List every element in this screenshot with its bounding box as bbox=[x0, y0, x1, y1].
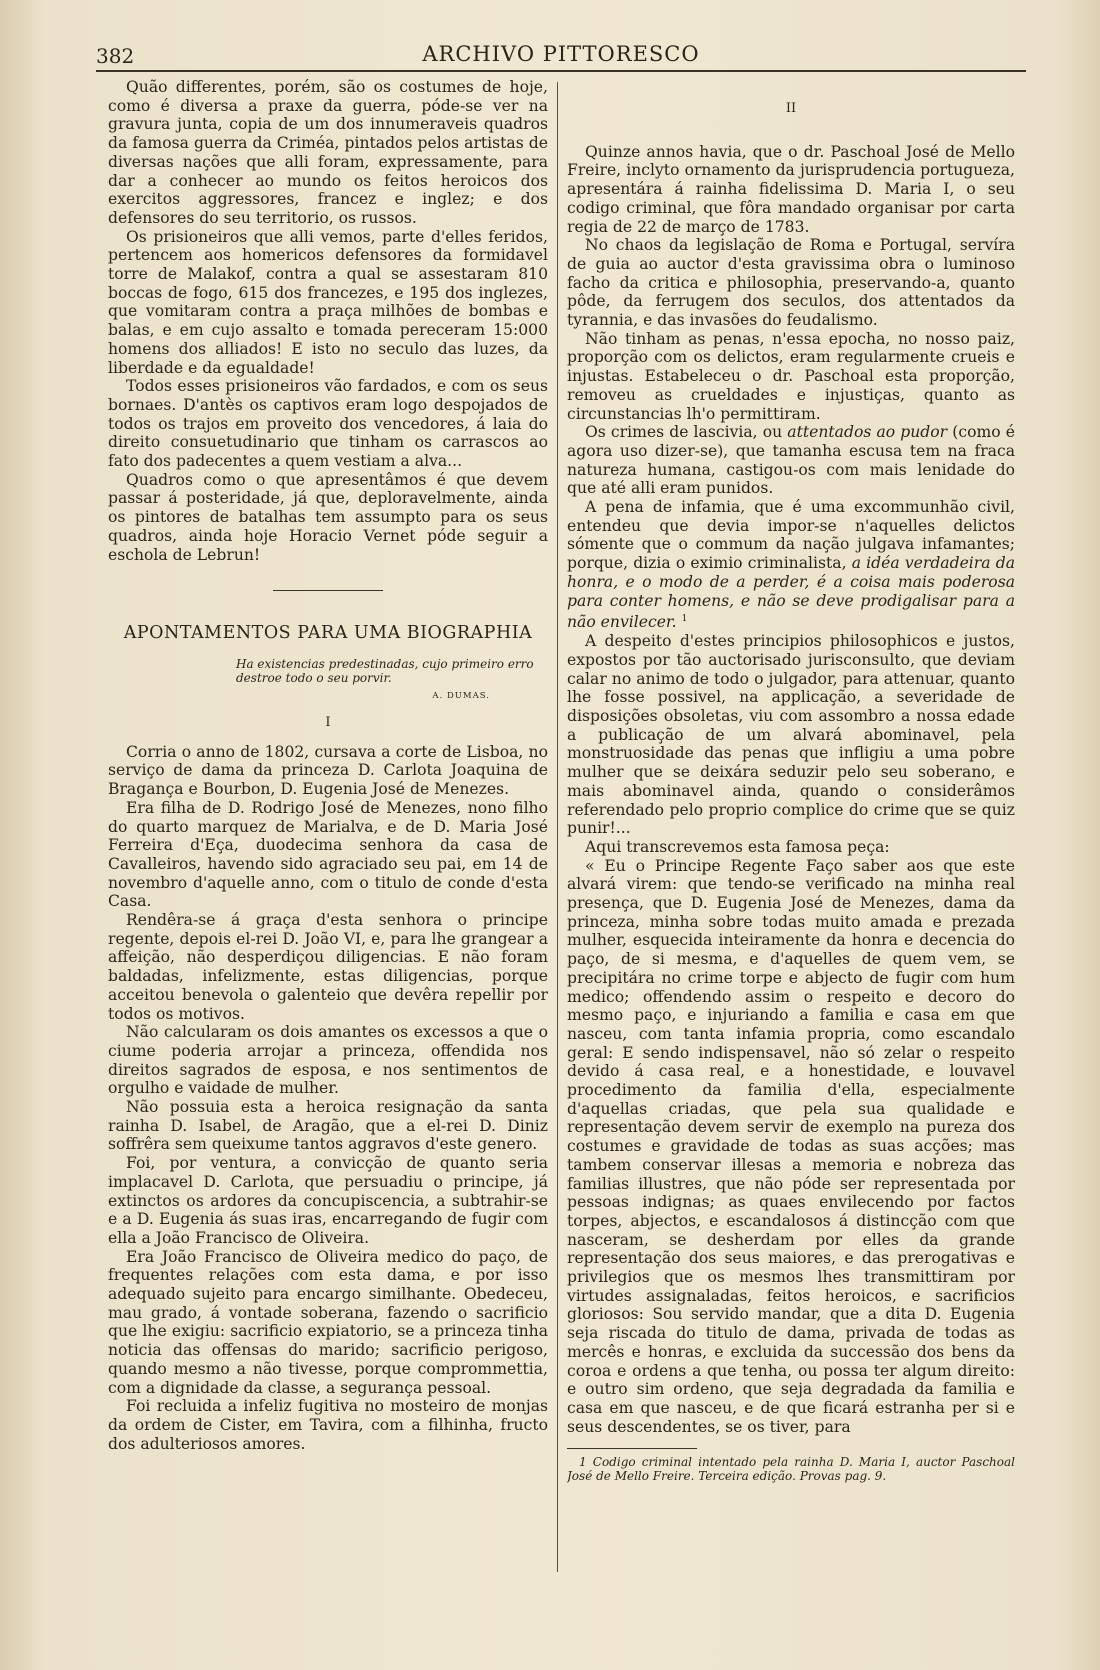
paragraph: Quadros como o que apresentâmos é que devem passar á posteridade, já que, deploravelmente, ainda os pintores de batalhas tem assumpto para os seus quadros, ainda hoje Horacio Vernet póde seguir a eschola de Lebrun! bbox=[108, 470, 548, 564]
text-run: A pena de infamia, que é uma excommunhão civil, entendeu que devia impor-se n'aquelles delictos sómente que o commum da nação julgava infamantes; porque, dizia o eximio criminalista, bbox=[567, 498, 1015, 573]
paragraph: A despeito d'estes principios philosophicos e justos, expostos por tão auctorisado jurisconsulto, que deviam calar no animo de todo o julgador, para attenuar, quanto lhe fosse possivel, na applicação, a severidade de disposições obsoletas, viu com assombro a nossa edade a publicação de um alvará abominavel, pela monstruosidade das penas que infligiu a uma pobre mulher que se deixára seduzir pelo seu soberano, e mais abominavel ainda, quando o considerâmos referendado pelo proprio complice do crime que se quiz punir!... bbox=[567, 632, 1015, 838]
paragraph: Quinze annos havia, que o dr. Paschoal José de Mello Freire, inclyto ornamento da jurisprudencia portugueza, apresentára á rainha fidelissima D. Maria I, o seu codigo criminal, que fôra mandado organisar por carta regia de 22 de março de 1783. bbox=[567, 142, 1015, 236]
footnote-ref: 1 bbox=[681, 614, 688, 625]
paragraph: Corria o anno de 1802, cursava a corte de Lisboa, no serviço de dama da princeza D. Carlota Joaquina de Bragança e Bourbon, D. Eugenia José de Menezes. bbox=[108, 742, 548, 799]
italic-phrase: attentados ao pudor bbox=[787, 423, 948, 442]
article-title: APONTAMENTOS PARA UMA BIOGRAPHIA bbox=[123, 623, 533, 644]
section-number: I bbox=[325, 714, 331, 730]
footnote: 1 Codigo criminal intentado pela rainha D. Maria I, auctor Paschoal José de Mello Freire. Terceira edição. Provas pag. 9. bbox=[567, 1455, 1015, 1484]
paragraph: Não tinham as penas, n'essa epocha, no nosso paiz, proporção com os delictos, eram regularmente crueis e injustas. Estabeleceu o dr. Paschoal esta proporção, removeu as crueldades e injustiças, quanto as circunstancias lh'o permittiram. bbox=[567, 329, 1015, 423]
left-column bbox=[108, 78, 548, 1578]
page-header bbox=[96, 38, 1026, 70]
quoted-decree: « Eu o Principe Regente Faço saber aos que este alvará virem: que tendo-se verificado na minha real presença, que D. Eugenia José de Menezes, dama da princeza, minha sobre todas muito amada e prezada mulher, esquecida inteiramente da honra e decencia do paço, de si mesma, e d'aquelles de quem vem, se precipitára no crime torpe e abjecto de fugir com hum medico; offendendo assim o respeito e decoro do mesmo paço, e injuriando a familia e casa em que nasceu, com tanta infamia propria, como escandalo geral: E sendo indispensavel, não só zelar o respeito devido á casa real, e a honestidade, e louvavel procedimento da familia d'ella, especialmente d'aquellas criadas, que pela sua qualidade e representação devem servir de exemplo na pureza dos costumes e gravidade de todas as suas acções; mas tambem conservar illesas a memoria e nobreza das familias illustres, que não póde ser representada por pessoas indignas; as quaes envilecendo por factos torpes, abjectos, e escandalosos á distincção com que nasceram, se desherdam por elles da grande representação dos seus maiores, e das prerogativas e privilegios que os mesmos lhes transmittiram por virtudes assignaladas, feitos heroicos, e sacrificios gloriosos: Sou servido mandar, que a dita D. Eugenia seja riscada do titulo de dama, privada de todas as mercês e honras, e excluida da successão dos bens da coroa e ordens a que tenha, ou possa ter algum direito: e outro sim ordeno, que seja degradada da familia e casa em que nasceu, e de que ficará estranha per si e seus descendentes, se os tiver, para bbox=[567, 856, 1015, 1436]
text-run: Os crimes de lascivia, ou bbox=[585, 423, 788, 442]
paragraph: No chaos da legislação de Roma e Portugal, servíra de guia ao auctor d'esta gravissima obra o luminoso facho da critica e philosophia, preservando-a, quanto pôde, da ferrugem dos seculos, dos attentados da tyrannia, e das invasões do feudalismo. bbox=[567, 236, 1015, 330]
paragraph: Quão differentes, porém, são os costumes de hoje, como é diversa a praxe da guerra, póde-se ver na gravura junta, copia de um dos innumeraveis quadros da famosa guerra da Criméa, pintados pelos artistas de diversas nações que alli foram, expressamente, para dar a conhecer ao mundo os feitos heroicos dos exercitos aggressores, francez e inglez; e dos defensores do seu territorio, os russos. bbox=[108, 78, 548, 227]
epigraph: Ha existencias predestinadas, cujo primeiro erro destroe todo o seu porvir. bbox=[236, 657, 534, 686]
running-title: ARCHIVO PITTORESCO bbox=[422, 42, 700, 66]
paragraph: Aqui transcrevemos esta famosa peça: bbox=[585, 837, 890, 856]
paragraph: Rendêra-se á graça d'esta senhora o principe regente, depois el-rei D. João VI, e, para lhe grangear a affeição, não desperdiçou diligencias. E não foram baldadas, infelizmente, estas diligencias, porque acceitou benevola o galenteio que devêra repellir por todos os motivos. bbox=[108, 911, 548, 1023]
right-column bbox=[567, 78, 1015, 1578]
text-run: (como é agora uso dizer-se), que tamanha escusa tem na fraca natureza humana, castigou-os com mais lenidade do que até alli eram punidos. bbox=[567, 423, 1015, 498]
italic-quote: a idéa verdadeira da honra, e o modo de a perder, é a coisa mais poderosa para conter homens, e não se deve prodigalisar para a não envilecer. bbox=[567, 554, 1015, 632]
paragraph: Não possuia esta a heroica resignação da santa rainha D. Isabel, de Aragão, que a el-rei D. Diniz soffrêra sem queixume tantos aggravos d'este genero. bbox=[108, 1098, 548, 1154]
epigraph-author: A. DUMAS. bbox=[432, 691, 490, 702]
header-rule bbox=[96, 70, 1026, 72]
column-divider bbox=[557, 82, 558, 1572]
paragraph: Os prisioneiros que alli vemos, parte d'elles feridos, pertencem aos homericos defensores da formidavel torre de Malakof, contra a qual se assestaram 810 boccas de fogo, 615 dos francezes, e 195 dos inglezes, que vomitaram contra a praça milhões de bombas e balas, e em cujo assalto e tomada pereceram 15:000 homens dos alliados! E isto no seculo das luzes, da liberdade e da egualdade! bbox=[108, 227, 548, 377]
paragraph: Foi, por ventura, a convicção de quanto seria implacavel D. Carlota, que persuadiu o principe, já extinctos os ardores da concupiscencia, a subtrahir-se e a D. Eugenia ás suas iras, encarregando de fugir com ella a João Francisco de Oliveira. bbox=[108, 1154, 548, 1247]
paragraph: Não calcularam os dois amantes os excessos a que o ciume poderia arrojar a princeza, offendida nos direitos sagrados de esposa, e nos sentimentos de orgulho e vaidade de mulher. bbox=[108, 1023, 548, 1098]
paragraph bbox=[567, 498, 1015, 632]
paragraph bbox=[567, 423, 1015, 498]
section-number: II bbox=[785, 101, 797, 116]
paragraph: Todos esses prisioneiros vão fardados, e com os seus bornaes. D'antès os captivos eram logo despojados de todos os trajos em proveito dos vencedores, á laia do direito consuetudinario que tinham os carrascos ao fato dos padecentes a quem vestiam a alva... bbox=[108, 377, 548, 471]
section-divider bbox=[273, 590, 383, 591]
paragraph: Foi recluida a infeliz fugitiva no mosteiro de monjas da ordem de Cister, em Tavira, com a filhinha, fructo dos adulteriosos amores. bbox=[108, 1397, 548, 1453]
paragraph: Era João Francisco de Oliveira medico do paço, de frequentes relações com esta dama, e por isso adequado sujeito para encargo similhante. Obedeceu, mau grado, á vontade soberana, fazendo o sacrificio que lhe exigiu: sacrificio expiatorio, se a princeza tinha noticia das offensas do marido; sacrificio perigoso, quando mesmo a não tivesse, porque comprommettia, com a dignidade da classe, a segurança pessoal. bbox=[108, 1247, 548, 1397]
page-number: 382 bbox=[96, 44, 135, 68]
paragraph: Era filha de D. Rodrigo José de Menezes, nono filho do quarto marquez de Marialva, e de D. Maria José Ferreira d'Eça, duodecima senhora da casa de Cavalleiros, havendo sido agraciado seu pai, em 14 de novembro d'aquelle anno, com o titulo de conde d'esta Casa. bbox=[108, 798, 548, 911]
footnote-rule bbox=[567, 1448, 697, 1449]
